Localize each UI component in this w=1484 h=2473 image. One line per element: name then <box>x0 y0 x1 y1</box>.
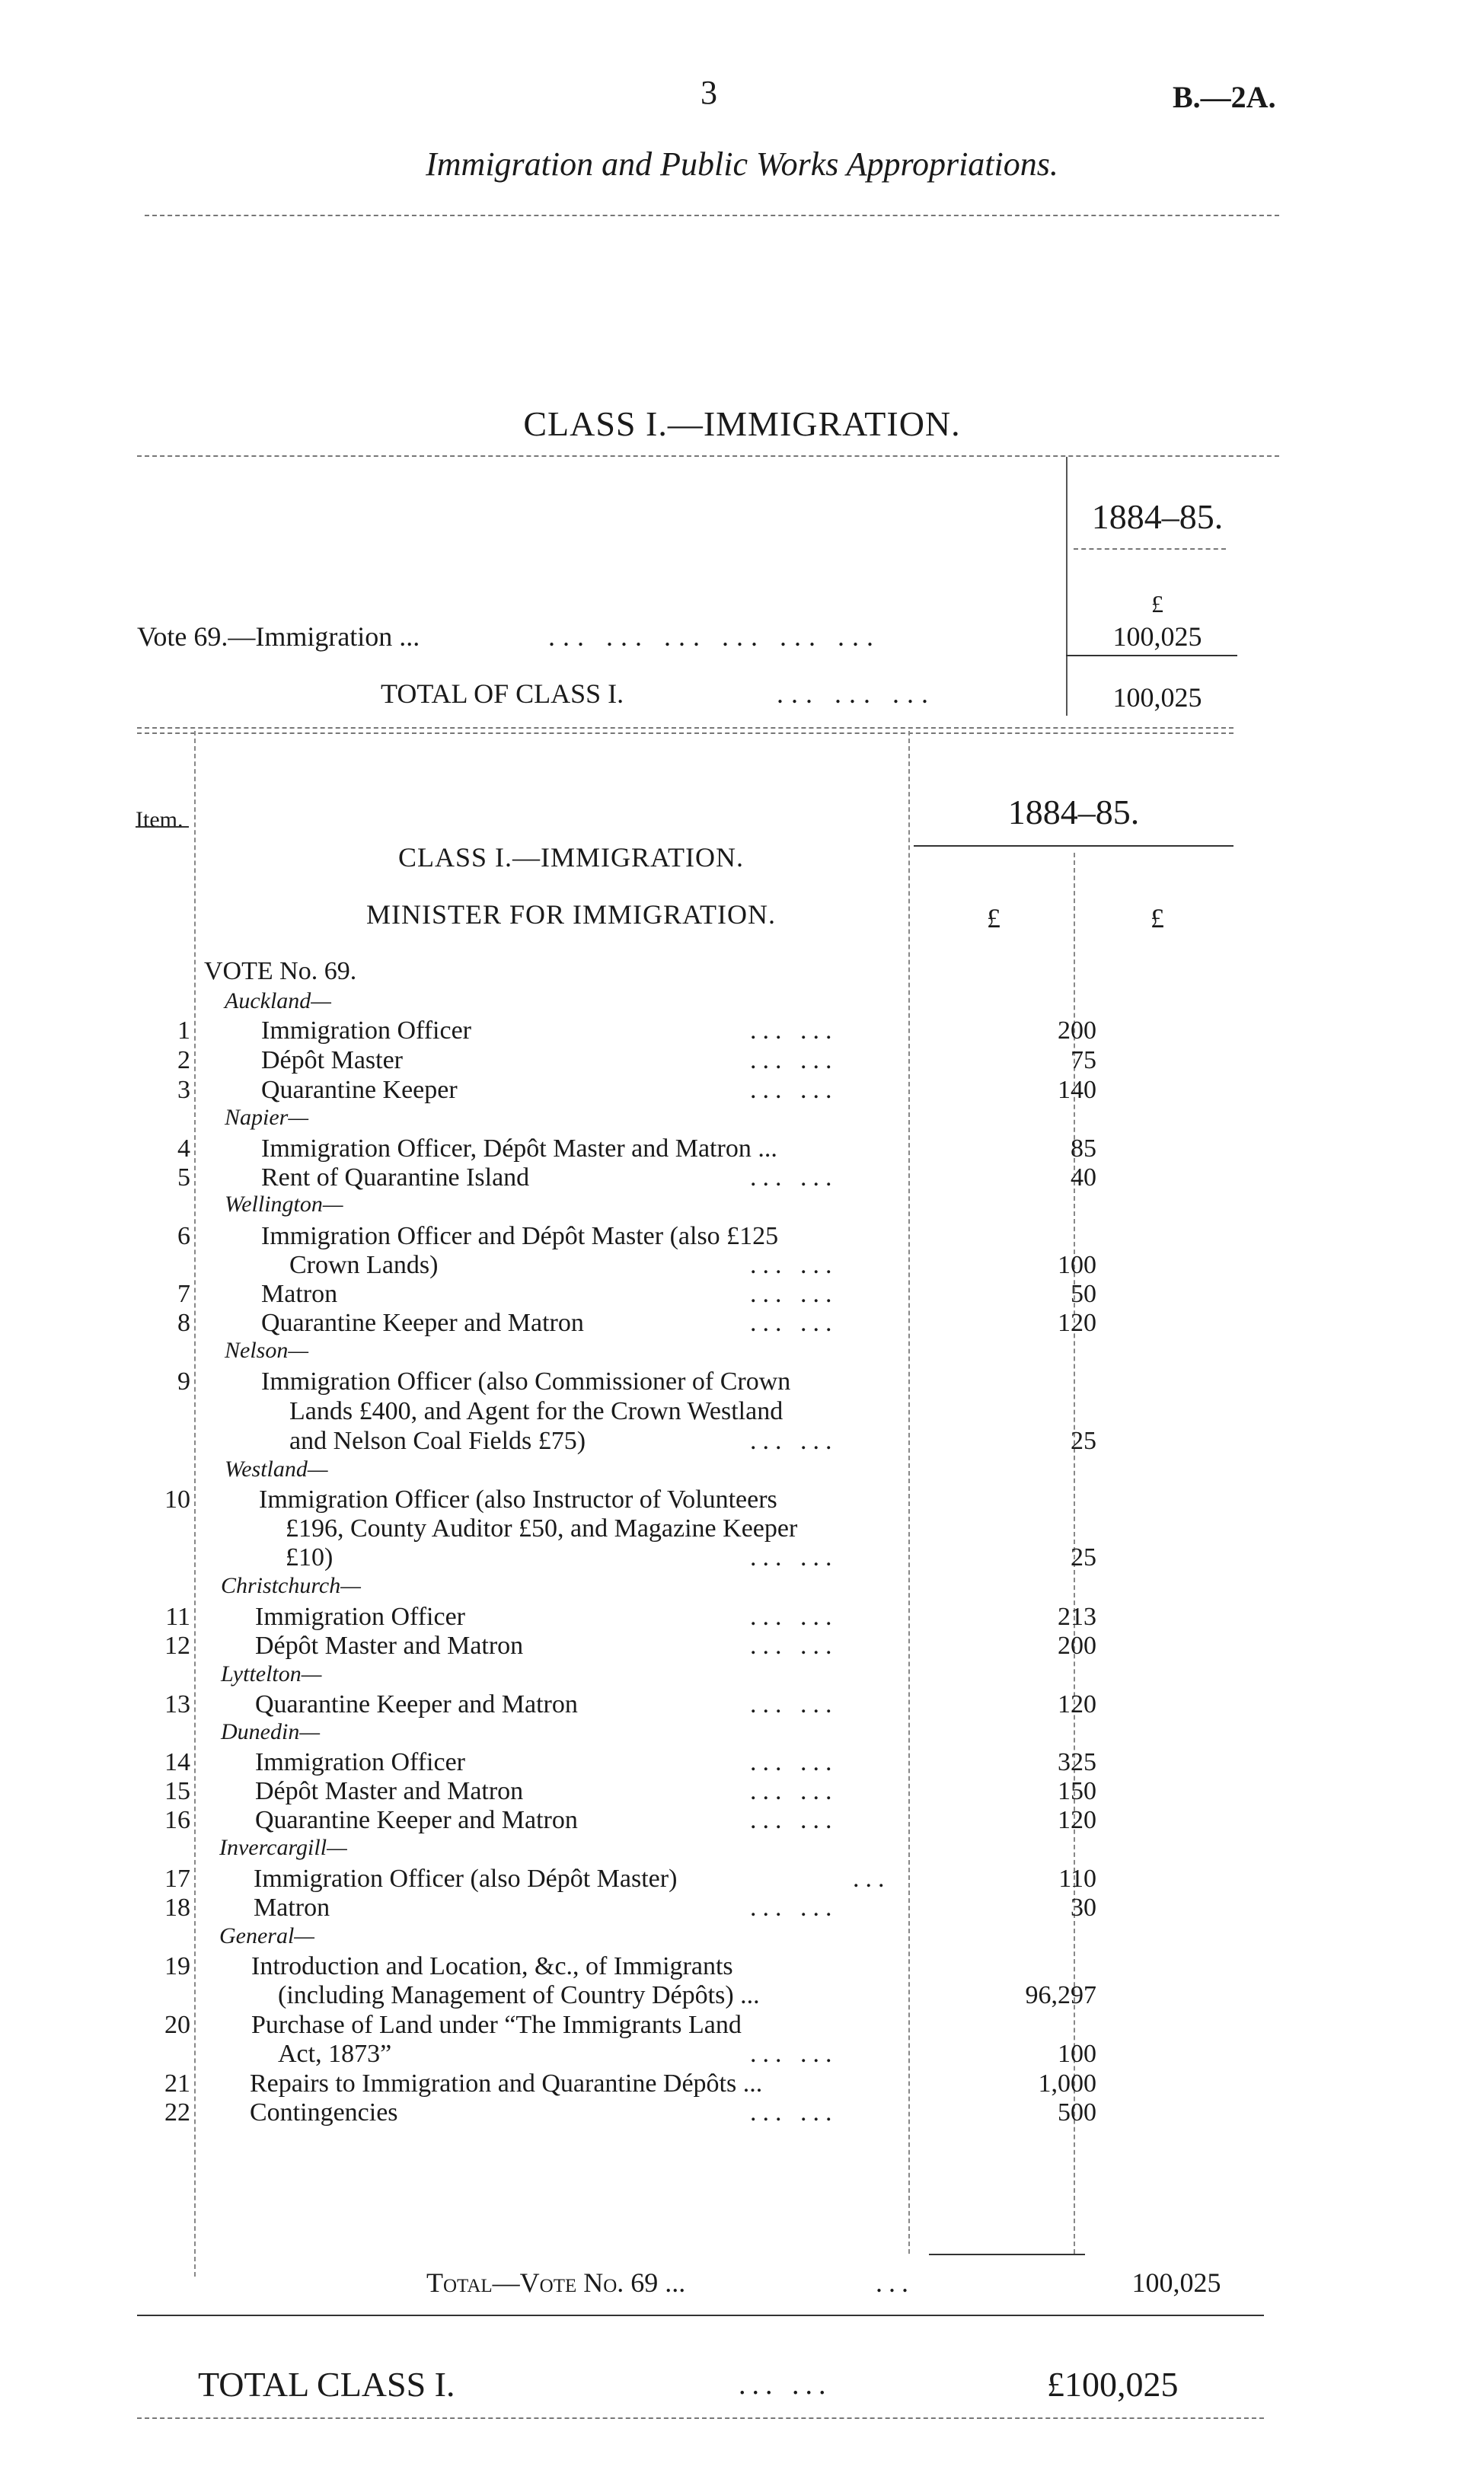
page-bottom-rule <box>137 2417 1264 2419</box>
item-amount: 75 <box>1071 1046 1096 1074</box>
item-text: Quarantine Keeper and Matron <box>255 1690 578 1718</box>
item-text: Quarantine Keeper and Matron <box>255 1806 578 1834</box>
grand-total-amount: £100,025 <box>1047 2365 1179 2404</box>
document-reference: B.—2A. <box>1173 80 1276 114</box>
region-christchurch: Christchurch— <box>221 1573 361 1598</box>
item-number: 7 <box>177 1280 190 1308</box>
table-row <box>0 2069 1484 2100</box>
summary-vote-dots: ... ... ... ... ... ... <box>548 621 881 652</box>
item-text: Introduction and Location, &c., of Immigrants <box>251 1952 733 1980</box>
grand-total-label: TOTAL CLASS I. <box>198 2365 455 2404</box>
vote-total-label: Total—Vote No. 69 ... <box>426 2267 686 2298</box>
item-leader: ... ... <box>750 1690 838 1718</box>
item-number: 20 <box>164 2011 190 2039</box>
item-number: 16 <box>164 1806 190 1834</box>
item-text-cont: Crown Lands) <box>289 1251 439 1279</box>
table-row-continuation <box>0 1543 1484 1574</box>
table-row-continuation <box>0 1427 1484 1457</box>
item-text: Purchase of Land under “The Immigrants Land <box>251 2011 742 2039</box>
item-amount: 120 <box>1058 1309 1096 1337</box>
summary-total-dots: ... ... ... <box>777 678 936 709</box>
detail-col2-currency: £ <box>1150 903 1164 933</box>
item-amount: 1,000 <box>1038 2069 1096 2098</box>
item-leader: ... ... <box>750 1309 838 1337</box>
table-row <box>0 1076 1484 1106</box>
table-row-continuation <box>0 2040 1484 2070</box>
detail-class-title: CLASS I.—IMMIGRATION. <box>397 842 745 873</box>
item-leader: ... ... <box>750 1894 838 1922</box>
item-leader: ... ... <box>750 1632 838 1660</box>
table-row <box>0 1865 1484 1895</box>
item-text: Immigration Officer (also Instructor of Volunteers <box>259 1485 777 1514</box>
item-text: Matron <box>261 1280 338 1308</box>
region-auckland: Auckland— <box>225 988 331 1013</box>
detail-year-rule <box>914 845 1233 847</box>
item-number: 9 <box>177 1367 190 1396</box>
region-wellington: Wellington— <box>225 1192 343 1217</box>
summary-top-rule <box>137 455 1279 457</box>
item-leader: ... ... <box>750 1076 838 1104</box>
summary-class-title: CLASS I.—IMMIGRATION. <box>523 404 961 443</box>
item-leader: ... <box>853 1865 891 1893</box>
item-leader: ... ... <box>750 1280 838 1308</box>
item-number: 2 <box>177 1046 190 1074</box>
item-text: Immigration Officer, Dépôt Master and Matron ... <box>261 1134 777 1163</box>
item-amount: 110 <box>1058 1865 1096 1893</box>
item-amount: 150 <box>1058 1777 1096 1805</box>
item-text: Contingencies <box>250 2098 398 2127</box>
table-row <box>0 1280 1484 1310</box>
table-row <box>0 1046 1484 1077</box>
region-invercargill: Invercargill— <box>219 1835 347 1860</box>
table-row <box>0 1134 1484 1165</box>
table-row <box>0 1894 1484 1924</box>
minister-heading: MINISTER FOR IMMIGRATION. <box>365 899 777 930</box>
table-row <box>0 2098 1484 2129</box>
item-text: Quarantine Keeper <box>261 1076 458 1104</box>
item-text-cont: Lands £400, and Agent for the Crown Westland <box>289 1397 783 1425</box>
vote-total-dots: ... <box>876 2267 914 2298</box>
table-row <box>0 1367 1484 1398</box>
item-text: Repairs to Immigration and Quarantine Dépôts ... <box>250 2069 763 2098</box>
summary-vote-amount: 100,025 <box>1112 621 1202 652</box>
item-leader: ... ... <box>750 2040 838 2068</box>
item-amount: 30 <box>1071 1894 1096 1922</box>
detail-col1-currency: £ <box>987 903 1001 933</box>
table-row <box>0 1690 1484 1721</box>
summary-year-rule <box>1074 548 1226 550</box>
item-number: 10 <box>164 1485 190 1514</box>
item-amount: 100 <box>1058 2040 1096 2068</box>
table-row <box>0 1309 1484 1339</box>
item-leader: ... ... <box>750 1046 838 1074</box>
item-text: Immigration Officer (also Commissioner of Crown <box>261 1367 791 1396</box>
item-number: 1 <box>177 1016 190 1045</box>
table-row <box>0 1603 1484 1633</box>
table-row-continuation <box>0 1514 1484 1545</box>
page-number: 3 <box>701 74 717 111</box>
header-divider <box>145 215 1279 216</box>
item-column-header: Item. <box>136 807 184 832</box>
summary-year-header: 1884–85. <box>1091 497 1224 536</box>
item-leader: ... ... <box>750 1163 838 1192</box>
summary-total-rule <box>1066 655 1237 656</box>
item-leader: ... ... <box>750 1543 838 1572</box>
item-header-rule <box>136 826 189 828</box>
summary-vote-label: Vote 69.—Immigration ... <box>137 621 420 652</box>
item-number: 6 <box>177 1222 190 1250</box>
item-text-cont: (including Management of Country Dépôts) ... <box>278 1981 760 2009</box>
table-row <box>0 1952 1484 1983</box>
item-leader: ... ... <box>750 1016 838 1045</box>
item-leader: ... ... <box>750 1427 838 1455</box>
region-general: General— <box>219 1923 314 1948</box>
vote-total-amount: 100,025 <box>1131 2267 1221 2298</box>
item-text: Immigration Officer <box>255 1748 466 1776</box>
item-leader: ... ... <box>750 1806 838 1834</box>
table-row <box>0 1485 1484 1516</box>
item-amount: 40 <box>1071 1163 1096 1192</box>
table-row <box>0 1748 1484 1779</box>
summary-currency: £ <box>1151 590 1163 617</box>
detail-top-rule <box>137 732 1233 734</box>
item-amount: 25 <box>1071 1427 1096 1455</box>
item-text-cont: £196, County Auditor £50, and Magazine Keeper <box>286 1514 798 1543</box>
item-text-cont: Act, 1873” <box>278 2040 392 2068</box>
item-amount: 200 <box>1058 1632 1096 1660</box>
detail-year-header: 1884–85. <box>1007 793 1140 831</box>
item-number: 21 <box>164 2069 190 2098</box>
item-text-cont: and Nelson Coal Fields £75) <box>289 1427 586 1455</box>
item-amount: 325 <box>1058 1748 1096 1776</box>
table-row <box>0 1222 1484 1252</box>
item-number: 12 <box>164 1632 190 1660</box>
table-row-continuation <box>0 1251 1484 1281</box>
item-number: 14 <box>164 1748 190 1776</box>
table-row <box>0 1163 1484 1194</box>
item-text: Dépôt Master and Matron <box>255 1632 524 1660</box>
grand-total-dots: ... ... <box>739 2369 832 2401</box>
item-amount: 85 <box>1071 1134 1096 1163</box>
table-row <box>0 2011 1484 2041</box>
vote-total-rule <box>929 2254 1085 2255</box>
item-amount: 213 <box>1058 1603 1096 1631</box>
region-nelson: Nelson— <box>225 1338 309 1363</box>
table-row <box>0 1632 1484 1662</box>
item-text: Matron <box>254 1894 330 1922</box>
region-napier: Napier— <box>225 1105 309 1130</box>
item-amount: 120 <box>1058 1806 1096 1834</box>
item-leader: ... ... <box>750 1777 838 1805</box>
item-leader: ... ... <box>750 1748 838 1776</box>
item-text: Quarantine Keeper and Matron <box>261 1309 584 1337</box>
table-row <box>0 1777 1484 1808</box>
region-dunedin: Dunedin— <box>221 1719 320 1744</box>
item-text: Rent of Quarantine Island <box>261 1163 530 1192</box>
item-amount: 200 <box>1058 1016 1096 1045</box>
region-westland: Westland— <box>225 1457 328 1482</box>
item-amount: 120 <box>1058 1690 1096 1718</box>
summary-total-label: TOTAL OF CLASS I. <box>381 678 624 709</box>
summary-column-divider <box>1066 457 1068 716</box>
item-amount: 50 <box>1071 1280 1096 1308</box>
summary-bottom-rule <box>137 727 1233 729</box>
item-leader: ... ... <box>750 2098 838 2127</box>
table-row-continuation <box>0 1397 1484 1428</box>
vote-heading: VOTE No. 69. <box>204 957 357 985</box>
summary-total-amount: 100,025 <box>1112 682 1202 713</box>
item-number: 13 <box>164 1690 190 1718</box>
item-number: 4 <box>177 1134 190 1163</box>
item-number: 3 <box>177 1076 190 1104</box>
region-lyttelton: Lyttelton— <box>221 1661 322 1686</box>
item-text: Dépôt Master <box>261 1046 404 1074</box>
table-row <box>0 1016 1484 1047</box>
running-title: Immigration and Public Works Appropriations. <box>426 145 1058 183</box>
item-amount: 100 <box>1058 1251 1096 1279</box>
item-number: 22 <box>164 2098 190 2127</box>
item-number: 15 <box>164 1777 190 1805</box>
item-text-cont: £10) <box>286 1543 334 1572</box>
item-leader: ... ... <box>750 1251 838 1279</box>
item-number: 11 <box>165 1603 190 1631</box>
item-amount: 96,297 <box>1025 1981 1096 2009</box>
item-text: Immigration Officer and Dépôt Master (also £125 <box>261 1222 779 1250</box>
item-text: Immigration Officer <box>261 1016 472 1045</box>
item-amount: 25 <box>1071 1543 1096 1572</box>
item-text: Immigration Officer <box>255 1603 466 1631</box>
item-number: 17 <box>164 1865 190 1893</box>
detail-bottom-rule <box>137 2315 1264 2316</box>
table-row <box>0 1806 1484 1836</box>
item-number: 18 <box>164 1894 190 1922</box>
item-leader: ... ... <box>750 1603 838 1631</box>
item-text: Immigration Officer (also Dépôt Master) <box>254 1865 678 1893</box>
table-row-continuation <box>0 1981 1484 2012</box>
item-number: 19 <box>164 1952 190 1980</box>
item-number: 5 <box>177 1163 190 1192</box>
item-amount: 140 <box>1058 1076 1096 1104</box>
item-number: 8 <box>177 1309 190 1337</box>
item-amount: 500 <box>1058 2098 1096 2127</box>
item-text: Dépôt Master and Matron <box>255 1777 524 1805</box>
